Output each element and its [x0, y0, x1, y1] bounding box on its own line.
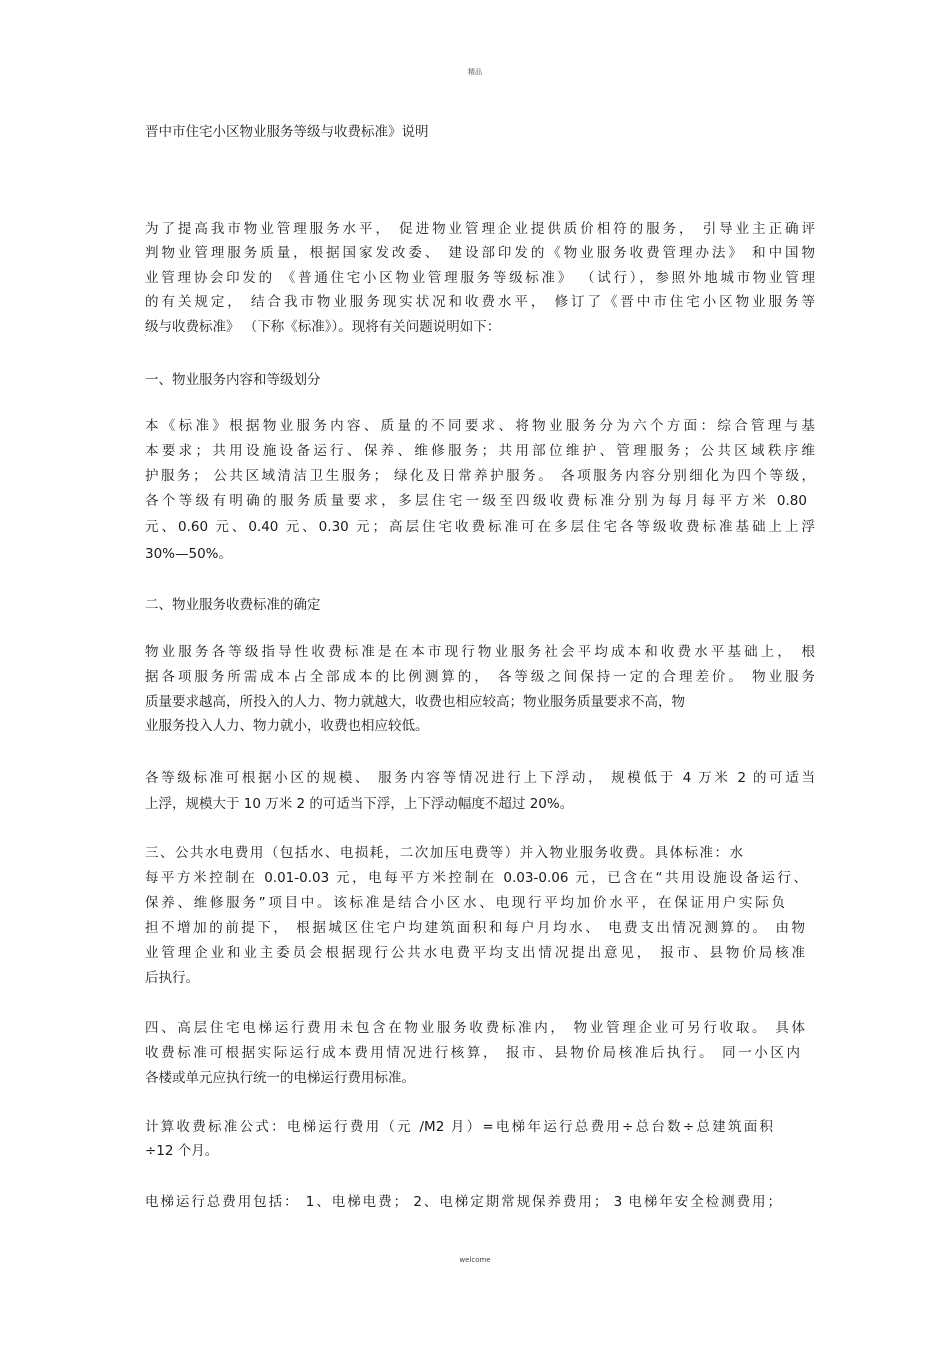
- section4-line-3: 各楼或单元应执行统一的电梯运行费用标准。: [145, 1070, 415, 1086]
- float-line-2: 上浮，规模大于 10 万米 2 的可适当下浮，上下浮动幅度不超过 20%。: [145, 796, 574, 812]
- section4-line-2: 收费标准可根据实际运行成本费用情况进行核算， 报市、县物价局核准后执行。 同一小区内: [145, 1045, 800, 1061]
- section-heading-1: 一、物业服务内容和等级划分: [145, 372, 321, 388]
- float-line-1: 各等级标准可根据小区的规模、 服务内容等情况进行上下浮动， 规模低于 4 万米 2 的可适当: [145, 770, 815, 786]
- section1-line-5: 元、0.60 元、0.40 元、0.30 元；高层住宅收费标准可在多层住宅各等级收费标准基础上上浮: [145, 519, 815, 535]
- section3-line-5: 业管理企业和业主委员会根据现行公共水电费平均支出情况提出意见， 报市、县物价局核准: [145, 945, 805, 961]
- document-title: 晋中市住宅小区物业服务等级与收费标准》说明: [145, 124, 429, 140]
- section3-line-6: 后执行。: [145, 970, 199, 986]
- intro-line-5: 级与收费标准》 （下称《标准》）。现将有关问题说明如下：: [145, 319, 501, 335]
- section-heading-2: 二、物业服务收费标准的确定: [145, 597, 321, 613]
- header-watermark: 精品: [468, 68, 482, 76]
- section2-line-2: 据各项服务所需成本占全部成本的比例测算的， 各等级之间保持一定的合理差价。 物业服务: [145, 669, 815, 685]
- intro-line-2: 判物业管理服务质量，根据国家发改委、 建设部印发的《物业服务收费管理办法》 和中国物: [145, 245, 815, 261]
- formula-line-2: ÷12 个月。: [145, 1143, 219, 1159]
- section1-line-6: 30%—50%。: [145, 546, 233, 562]
- elevator-cost-line-1: 电梯运行总费用包括： 1、电梯电费； 2、电梯定期常规保养费用； 3 电梯年安全检测费用；: [145, 1194, 781, 1210]
- section4-line-1: 四、高层住宅电梯运行费用未包含在物业服务收费标准内， 物业管理企业可另行收取。 具体: [145, 1020, 805, 1036]
- section3-line-3: 保养、维修服务”项目中。该标准是结合小区水、电现行平均加价水平，在保证用户实际负: [145, 895, 785, 911]
- intro-line-1: 为了提高我市物业管理服务水平， 促进物业管理企业提供质价相符的服务， 引导业主正确评: [145, 221, 815, 237]
- section1-line-2: 本要求；共用设施设备运行、保养、维修服务；共用部位维护、管理服务；公共区域秩序维: [145, 443, 815, 459]
- section3-line-4: 担不增加的前提下， 根据城区住宅户均建筑面积和每户月均水、 电费支出情况测算的。 由物: [145, 920, 805, 936]
- section3-line-2: 每平方米控制在 0.01-0.03 元，电每平方米控制在 0.03-0.06 元，已含在“共用设施设备运行、: [145, 870, 807, 886]
- intro-line-3: 业管理协会印发的 《普通住宅小区物业管理服务等级标准》 （试行），参照外地城市物业管理: [145, 270, 815, 286]
- intro-line-4: 的有关规定， 结合我市物业服务现实状况和收费水平， 修订了《晋中市住宅小区物业服务等: [145, 294, 815, 310]
- section1-line-4: 各个等级有明确的服务质量要求，多层住宅一级至四级收费标准分别为每月每平方米 0.80: [145, 493, 807, 509]
- footer-watermark: welcome: [459, 1256, 491, 1264]
- formula-line-1: 计算收费标准公式：电梯运行费用（元 /M2 月）=电梯年运行总费用÷总台数÷总建筑面积: [145, 1119, 773, 1135]
- section2-line-3: 质量要求越高，所投入的人力、物力就越大，收费也相应较高；物业服务质量要求不高，物: [145, 694, 685, 710]
- section1-line-3: 护服务； 公共区域清洁卫生服务； 绿化及日常养护服务。 各项服务内容分别细化为四个等级，: [145, 468, 815, 484]
- section3-line-1: 三、公共水电费用（包括水、电损耗，二次加压电费等）并入物业服务收费。具体标准：水: [145, 845, 743, 861]
- section2-line-4: 业服务投入人力、物力就小，收费也相应较低。: [145, 718, 429, 734]
- section1-line-1: 本《标准》根据物业服务内容、质量的不同要求、将物业服务分为六个方面：综合管理与基: [145, 418, 815, 434]
- section2-line-1: 物业服务各等级指导性收费标准是在本市现行物业服务社会平均成本和收费水平基础上， 根: [145, 644, 815, 660]
